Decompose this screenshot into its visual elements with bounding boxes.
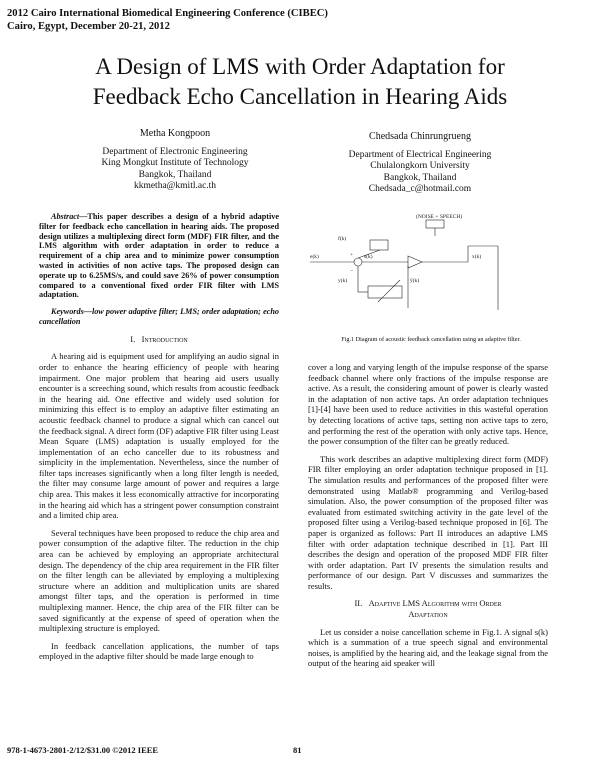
label-noise: (NOISE + SPEECH) <box>416 214 463 220</box>
section-title-line-2: Adaptation <box>408 609 448 620</box>
feedback-path-box <box>370 240 388 250</box>
paper-title <box>0 52 600 112</box>
adaptation-arrow <box>378 280 400 302</box>
label-xk: x(k) <box>472 254 482 260</box>
body-paragraph: Let us consider a noise cancellation scheme in Fig.1. A signal s(k) which is a summation of a true speech signal and environmental noises, is amplified by the hearing aid, and the leakage signal from the output of the hearing aid speaker will <box>308 626 548 669</box>
right-column <box>308 362 548 669</box>
author-name: Chedsada Chinrungrueng <box>369 131 471 142</box>
author-block-2 <box>300 131 540 196</box>
author-institution: Chulalongkorn University <box>370 161 470 172</box>
abstract-label: Abstract— <box>51 212 88 221</box>
conference-header <box>7 8 407 33</box>
label-fk: f(k) <box>338 236 347 242</box>
section-number: I. <box>130 333 136 344</box>
author-location: Bangkok, Thailand <box>383 172 457 183</box>
label-minus: − <box>350 268 354 274</box>
title-line-1: A Design of LMS with Order Adaptation for <box>95 54 505 79</box>
noise-source-box <box>426 220 444 228</box>
author-dept: Department of Electronic Engineering <box>102 146 248 157</box>
label-yk: y(k) <box>338 278 348 284</box>
author-location: Bangkok, Thailand <box>138 169 212 180</box>
body-paragraph: This work describes an adaptive multiplexing direct form (MDF) FIR filter employing an order adaptation technique proposed in [1]. The simulation results and performances of the proposed filter were demonstrated using Matlab® programming and Verilog-based simulation. Also, the power consumption of the proposed filter was evaluated from estimated switching activity in the gate level of the proposed filter using a Verilog-based technique proposed in [6]. The paper is organized as follows: Part II introduces an adaptive LMS filter with order adaptation technique described in [1]. Part III describes the design and operation of the proposed MDF FIR filter with order adaptation. Part IV presents the simulation results and performance of our design. Part V discusses and summarizes the results. <box>308 453 548 591</box>
conference-location: Cairo, Egypt, December 20-21, 2012 <box>7 20 170 32</box>
author-dept: Department of Electrical Engineering <box>348 149 492 160</box>
section-number: II. <box>354 598 363 609</box>
body-paragraph: Several techniques have been proposed to reduce the chip area and power consumption of the adaptive filter. The reduction in the chip area can be achieved by employing an appropriate architectural design. The dependency of the chip area requirement in the FIR filter on the filter length can be alleviated by employing a multiplexing structure where an addition and multiplication units are shared amongst filter taps, and the operation is performed in time multiplexing manner. Hence, the chip area of the FIR filter can be saved significantly at the expense of speed of operation when the multiplexing structure is employed. <box>39 527 279 634</box>
keywords: Keywords—low power adaptive filter; LMS; order adaptation; echo cancellation <box>39 307 279 326</box>
adaptive-filter-box <box>368 286 402 298</box>
abstract <box>39 212 279 300</box>
author-institution: King Mongkut Institute of Technology <box>101 158 249 169</box>
label-ek: e(k) <box>310 254 319 260</box>
summing-node <box>354 258 362 266</box>
title-line-2: Feedback Echo Cancellation in Hearing Aids <box>92 84 508 109</box>
section-heading-2 <box>308 598 548 619</box>
body-paragraph: In feedback cancellation applications, the number of taps employed in the adaptive filter should be made large enough to <box>39 640 279 662</box>
body-paragraph: A hearing aid is equipment used for amplifying an audio signal in order to enhance the hearing efficiency of people with hearing impairment. One major problem that hearing aid users usually encounter is a screeching sound, which results from acoustic feedback in the hearing aid. One effective and widely used solution for minimizing this effect is to employ an adaptive filter estimating an acoustic feedback channel to produce a signal which can cancel out the feedback signal. A direct form (DF) adaptive FIR filter using Least Mean Square (LMS) adaptation is usually employed for the implementation of an echo canceller due to its robustness and simplicity in the implementation. Nevertheless, since the number of filter taps increases significantly when a long filter length is needed, the filter may consume large amount of power and requires a large chip area. This makes it less economically attractive for incorporating in the hearing aid which has a stringent power consumption constraint and a limited chip area. <box>39 351 279 521</box>
label-sk: s(k) <box>364 254 373 260</box>
section-heading-introduction <box>39 334 279 345</box>
feedback-cancellation-diagram <box>308 210 554 330</box>
section-title-line-1: Adaptive LMS Algorithm with Order <box>368 598 502 609</box>
abstract-text: This paper describes a design of a hybrid adaptive filter for feedback echo cancellation in hearing aids. The proposed design utilizes a multiplexing direct form (MDF) FIR filter, and the LMS algorithm with order adaptation in order to reduce a requirement of a chip area and to minimize power consumption wasted in activities of non active taps. The proposed design can operate up to 6.25MS/s, and could save 26% of power consumption compared to a conventional fixed order FIR filter with LMS adaptation. <box>39 212 279 300</box>
conference-name: 2012 Cairo International Biomedical Engineering Conference (CIBEC) <box>7 8 328 19</box>
label-plus: + <box>350 252 354 258</box>
hearing-aid-amplifier <box>408 256 422 268</box>
label-yk-hat: ŷ(k) <box>410 278 420 284</box>
footer-isbn: 978-1-4673-2801-2/12/$31.00 ©2012 IEEE <box>7 745 159 755</box>
body-paragraph: cover a long and varying length of the impulse response of the sparse feedback channel where only fractions of the impulse response are active. As a result, the considering amount of power is clearly wasted in the adaptation of non active taps. An order adaptation techniques [1]-[4] have been used to reduce activities in this wasteful operation by detecting locations of active taps, setting non active taps to zero, and performing the rest of the operation with only active taps. Hence, the power consumption of the filter can be greatly reduced. <box>308 362 548 447</box>
section-title: Introduction <box>141 333 188 344</box>
figure-caption: Fig.1 Diagram of acoustic feedback cancellation using an adaptive filter. <box>341 336 521 343</box>
page-number: 81 <box>293 745 302 755</box>
author-email: Chedsada_c@hotmail.com <box>368 184 472 195</box>
author-block-1 <box>55 128 295 193</box>
author-name: Metha Kongpoon <box>139 128 211 139</box>
left-column <box>39 212 279 662</box>
author-email: kkmetha@kmitl.ac.th <box>133 181 217 192</box>
